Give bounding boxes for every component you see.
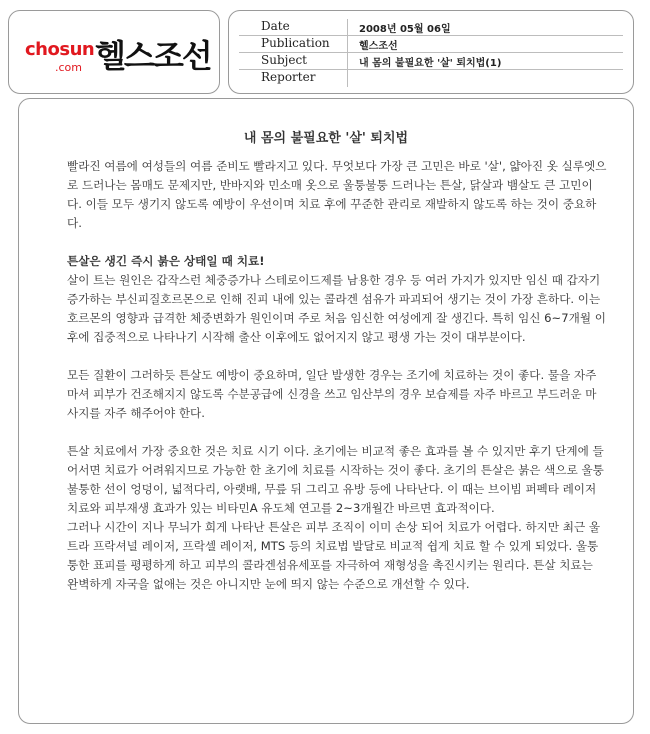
paragraph-treatment-timing: 튼살 치료에서 가장 중요한 것은 치료 시기 이다. 초기에는 비교적 좋은 효과를 볼 수 있지만 후기 단계에 들어서면 치료가 어려워지므로 가능한 한 초기에 치료를 시작하는 것이 좋다. 초기의 튼살은 붉은 색으로 울퉁불퉁한 선이 엉덩이, 넓적다리, 아랫배, 무릎 뒤 그리고 유방 등에 나타난다. 이 때는 브이빔 퍼펙타 레이저 치료와 피부재생 효과가 있는 비타민A 유도체 연고를 2~3개월간 바르면 효과적이다. [67, 444, 604, 515]
paragraph-causes-text: 살이 트는 원인은 갑작스런 체중증가나 스테로이드제를 남용한 경우 등 여러 가지가 있지만 임신 때 갑자기 증가하는 부신피질호르몬으로 인해 진피 내에 있는 콜라겐 섬유가 파괴되어 생기는 것이 가장 흔하다. 이는 호르몬의 영향과 급격한 체중변화가 원인이며 주로 처음 임신한 여성에게 잘 생긴다. 특히 임신 6~7개월 이후에 집중적으로 나타나기 시작해 출산 이후에도 없어지지 않고 평생 가는 것이 대부분이다. [67, 273, 606, 344]
subject-label: Subject [261, 53, 307, 67]
paragraph-causes [67, 252, 607, 347]
article-title: 내 몸의 불필요한 '살' 퇴치법 [243, 131, 409, 146]
date-value: 2008년 05월 06일 [359, 24, 451, 35]
meta-row-publication [239, 36, 623, 53]
paragraph-prevention: 모든 질환이 그러하듯 튼살도 예방이 중요하며, 일단 발생한 경우는 조기에 치료하는 것이 좋다. 물을 자주 마셔 피부가 건조해지지 않도록 수분공급에 신경을 쓰고 임산부의 경우 보습제를 자주 바르고 부드러운 마사지를 자주 해주어야 한다. [67, 368, 597, 420]
article-box [18, 98, 634, 724]
logo-box [8, 10, 220, 94]
date-label: Date [261, 19, 290, 33]
publication-value: 헬스조선 [359, 41, 398, 52]
paragraph-intro: 빨라진 여름에 여성들의 여름 준비도 빨라지고 있다. 무엇보다 가장 큰 고민은 바로 '살', 얇아진 옷 실루엣으로 드러나는 몸매도 문제지만, 반바지와 민소매 옷으로 울퉁불퉁 드러나는 튼살, 닭살과 뱀살도 큰 고민이다. 이들 모두 생기지 않도록 예방이 우선이며 치료 후에 꾸준한 관리로 재발하지 않도록 하는 것이 중요하다. [67, 159, 607, 230]
meta-table [228, 10, 634, 94]
meta-row-date [239, 19, 623, 36]
reporter-label: Reporter [261, 70, 316, 84]
meta-row-reporter [239, 70, 623, 86]
meta-row-subject [239, 53, 623, 70]
publication-label: Publication [261, 36, 330, 50]
chosun-logo-domain: .com [55, 61, 82, 74]
paragraph-treatment-advanced: 그러나 시간이 지나 무늬가 희게 나타난 튼살은 피부 조직이 이미 손상 되어 치료가 어렵다. 하지만 최근 울트라 프락셔널 레이저, 프락셀 레이저, MTS 등의 치료법 발달로 비교적 쉽게 치료 할 수 있게 되었다. 울퉁퉁한 표피를 평평하게 하고 피부의 콜라겐섬유세포를 자극하여 재형성을 촉진시키는 원리다. 튼살 치료는 완벽하게 자국을 없애는 것은 아니지만 눈에 띄지 않는 수준으로 개선할 수 있다. [67, 520, 601, 591]
article-body [67, 157, 607, 613]
subject-value: 내 몸의 불필요한 '살' 퇴치법(1) [359, 58, 502, 69]
health-chosun-logo: 헬스조선 [95, 37, 211, 75]
article-subhead: 튼살은 생긴 즉시 붉은 상태일 때 치료! [67, 254, 265, 268]
chosun-logo-text: chosun [25, 39, 95, 60]
